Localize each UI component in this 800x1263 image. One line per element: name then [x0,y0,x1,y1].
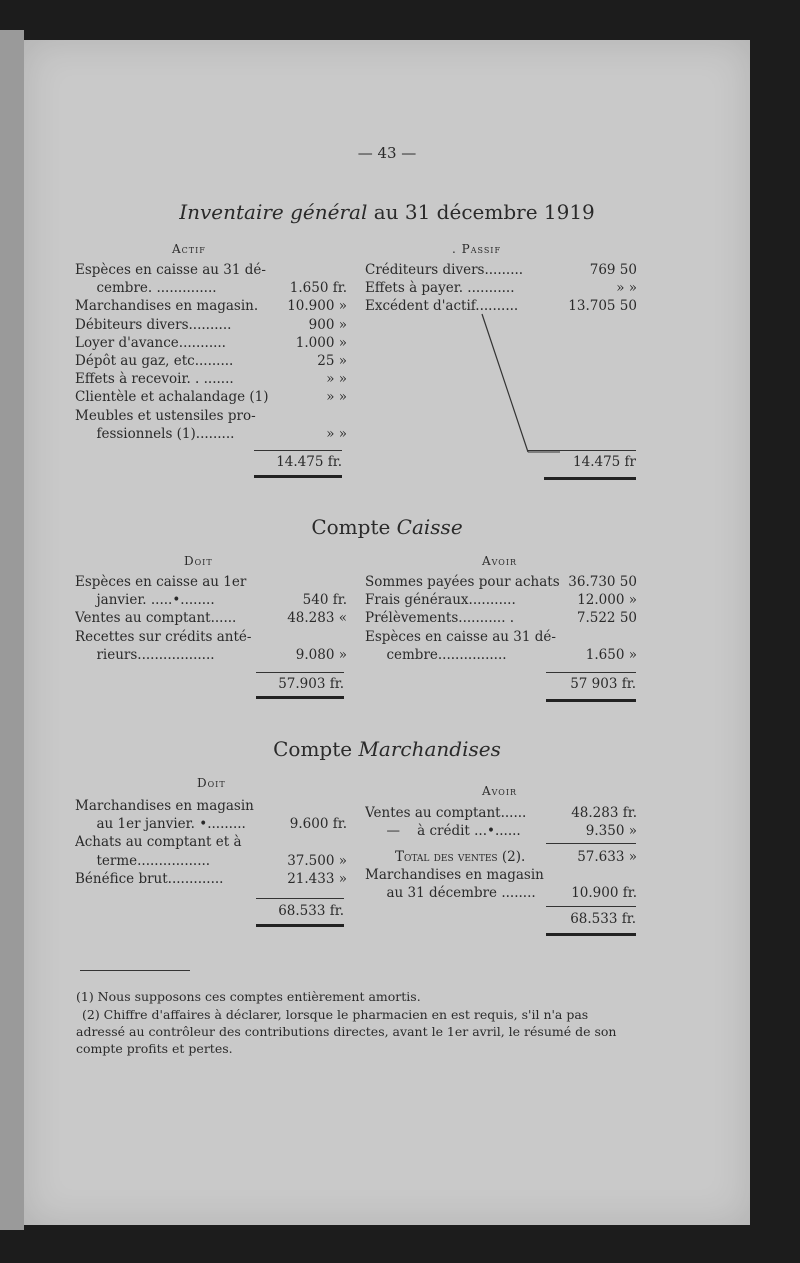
ledger-row-label: — à crédit ...•...... [365,823,521,840]
ledger-row-label: Prélèvements........... . [365,610,515,627]
ledger-row [75,425,347,443]
ledger-row-amount: 7.522 50 [576,610,637,627]
ledger-row [75,815,347,833]
ventes-subtotal-rule [546,843,636,844]
ledger-row-amount: 21.433 » [287,870,347,887]
caisse-doit-total: 57.903 fr. [278,676,344,692]
ledger-row-label: cembre................ [365,646,507,663]
caisse-avoir-total: 57 903 fr. [570,676,636,692]
ledger-row [365,591,637,609]
ledger-row [75,316,347,334]
ledger-row-label: Clientèle et achalandage (1) [75,389,269,406]
inventaire-title-italic: Inventaire général [179,200,368,224]
ledger-row [75,297,347,315]
ledger-row [75,870,347,888]
ledger-row [365,804,637,822]
marchandises-doit-total-rule [256,898,344,899]
ledger-row [365,646,637,664]
ledger-row-label: Espèces en caisse au 31 dé- [75,262,266,278]
ledger-row [75,407,347,425]
ledger-row-label: Loyer d'avance........... [75,334,226,351]
ledger-row [365,279,637,297]
ledger-row [365,866,637,884]
marchandises-doit-double-rule [256,924,344,927]
actif-total-rule [254,450,342,451]
ledger-row-amount: 13.705 50 [568,298,637,315]
ledger-row-label: Achats au comptant et à [75,834,242,851]
ledger-row [365,822,637,840]
ledger-row [75,852,347,870]
ledger-row-amount: 48.283 « [287,610,347,627]
ledger-row-label: Ventes au comptant...... [365,805,527,821]
previous-page-edge [0,30,24,1230]
page-number: — 43 — [357,144,417,162]
ledger-row-amount: 36.730 50 [568,574,637,590]
inventaire-title [24,200,750,224]
ledger-row-amount: 10.900 » [287,298,347,315]
caisse-doit-double-rule [256,696,344,699]
passif-header: . Passif [452,242,502,256]
ledger-row-label: Dépôt au gaz, etc......... [75,353,234,370]
ledger-row-amount: 9.350 » [585,823,637,840]
ledger-row-amount: 37.500 » [287,852,347,869]
ledger-row-amount: 12.000 » [577,592,637,609]
ledger-row-amount: 9.080 » [295,646,347,663]
inventaire-title-rest: au 31 décembre 1919 [367,200,595,224]
ledger-row [75,279,347,297]
marchandises-avoir-header: Avoir [482,784,518,798]
ledger-row-label: terme................. [75,852,211,869]
ledger-row-label: Espèces en caisse au 1er [75,574,247,590]
ledger-row-amount: » » [326,371,347,388]
ledger-row-label: Frais généraux........... [365,592,516,609]
passif-diagonal-line [480,312,560,458]
ledger-row-amount: 769 50 [589,262,637,278]
marchandises-avoir-total-rule [546,906,636,907]
actif-header: Actif [172,242,206,256]
ledger-row-amount: 900 » [308,316,347,333]
passif-double-rule [544,477,636,480]
ledger-row-label: Ventes au comptant...... [75,610,237,627]
caisse-title-italic: Caisse [396,515,463,539]
actif-double-rule [254,475,342,478]
ledger-row [365,884,637,902]
ledger-row [75,370,347,388]
ledger-row-label: Espèces en caisse au 31 dé- [365,628,556,645]
marchandises-avoir-list-2 [365,866,637,902]
ledger-row-amount: 25 » [317,353,347,370]
ledger-row-label: Bénéfice brut............. [75,870,224,887]
ledger-row-label: Débiteurs divers.......... [75,316,232,333]
ledger-row [75,797,347,815]
caisse-doit-list [75,573,347,664]
passif-total: 14.475 fr [573,454,636,470]
ledger-row [75,628,347,646]
ledger-row-amount: 1.650 » [585,646,637,663]
ledger-row [75,334,347,352]
ledger-row-amount: 48.283 fr. [571,805,637,821]
marchandises-title-plain: Compte [273,737,359,761]
ledger-row-label: cembre. .............. [75,280,217,297]
actif-total: 14.475 fr. [276,454,342,470]
ledger-row [75,591,347,609]
caisse-avoir-header: Avoir [482,554,518,568]
footnote-2: (2) Chiffre d'affaires à déclarer, lorsque le pharmacien en est requis, s'il n'a pas adressé au contrôleur des contributions directes, avant le 1er avril, le résumé de son compte profits et pertes. [76,1007,617,1056]
marchandises-doit-header: Doit [197,776,226,790]
ledger-row-amount: » » [326,425,347,442]
ledger-row-amount: 1.000 » [295,334,347,351]
ledger-row-label: Recettes sur crédits anté- [75,628,252,645]
footnote-separator [80,970,190,971]
ledger-row [75,352,347,370]
ventes-total-label: Total des ventes (2). [395,849,526,865]
ventes-total-amount: 57.633 » [577,849,637,865]
ledger-row-label: Marchandises en magasin [365,867,544,883]
book-page [24,40,750,1225]
ledger-row [75,573,347,591]
ledger-row [365,261,637,279]
ledger-row-label: au 1er janvier. •......... [75,816,246,833]
ledger-row-label: Sommes payées pour achats [365,574,560,590]
ledger-row [365,573,637,591]
ledger-row [75,388,347,406]
ledger-row-amount: 9.600 fr. [289,816,347,833]
ledger-row-label: janvier. .....•........ [75,592,215,609]
ledger-row-label: Excédent d'actif.......... [365,298,519,315]
ledger-row-amount: 1.650 fr. [289,280,347,297]
actif-list [75,261,347,443]
ledger-row-amount: 540 fr. [302,592,347,609]
marchandises-avoir-list [365,804,637,840]
marchandises-title [24,737,750,761]
marchandises-avoir-total: 68.533 fr. [570,911,636,927]
ledger-row [75,609,347,627]
caisse-doit-header: Doit [184,554,213,568]
ledger-row [365,628,637,646]
ledger-row [75,833,347,851]
ledger-row-label: Marchandises en magasin [75,798,254,814]
ledger-row-label: Créditeurs divers......... [365,262,524,278]
passif-list [365,261,637,316]
ledger-row-label: rieurs.................. [75,646,215,663]
caisse-avoir-list [365,573,637,664]
ledger-row-amount: » » [326,389,347,406]
passif-total-rule [528,450,636,451]
caisse-title-plain: Compte [311,515,397,539]
ledger-row-label: au 31 décembre ........ [365,885,536,902]
marchandises-doit-total: 68.533 fr. [278,903,344,919]
ledger-row-label: Marchandises en magasin. [75,298,259,315]
marchandises-avoir-double-rule [546,933,636,936]
ledger-row-label: Effets à recevoir. . ....... [75,371,234,388]
caisse-avoir-total-rule [546,672,636,673]
ledger-row-amount: » » [616,280,637,297]
ledger-row-label: Meubles et ustensiles pro- [75,407,256,424]
ledger-row-label: fessionnels (1)......... [75,425,235,442]
ledger-row [75,261,347,279]
caisse-avoir-double-rule [546,699,636,702]
caisse-title [24,515,750,539]
ledger-row [75,646,347,664]
caisse-doit-total-rule [256,672,344,673]
ventes-total-row [365,848,637,866]
ledger-row-amount: 10.900 fr. [571,885,637,902]
marchandises-doit-list [75,797,347,888]
ledger-row [365,609,637,627]
ledger-row-label: Effets à payer. ........... [365,280,515,297]
marchandises-title-italic: Marchandises [358,737,501,761]
footnote-1: (1) Nous supposons ces comptes entièrement amortis. [76,989,421,1004]
